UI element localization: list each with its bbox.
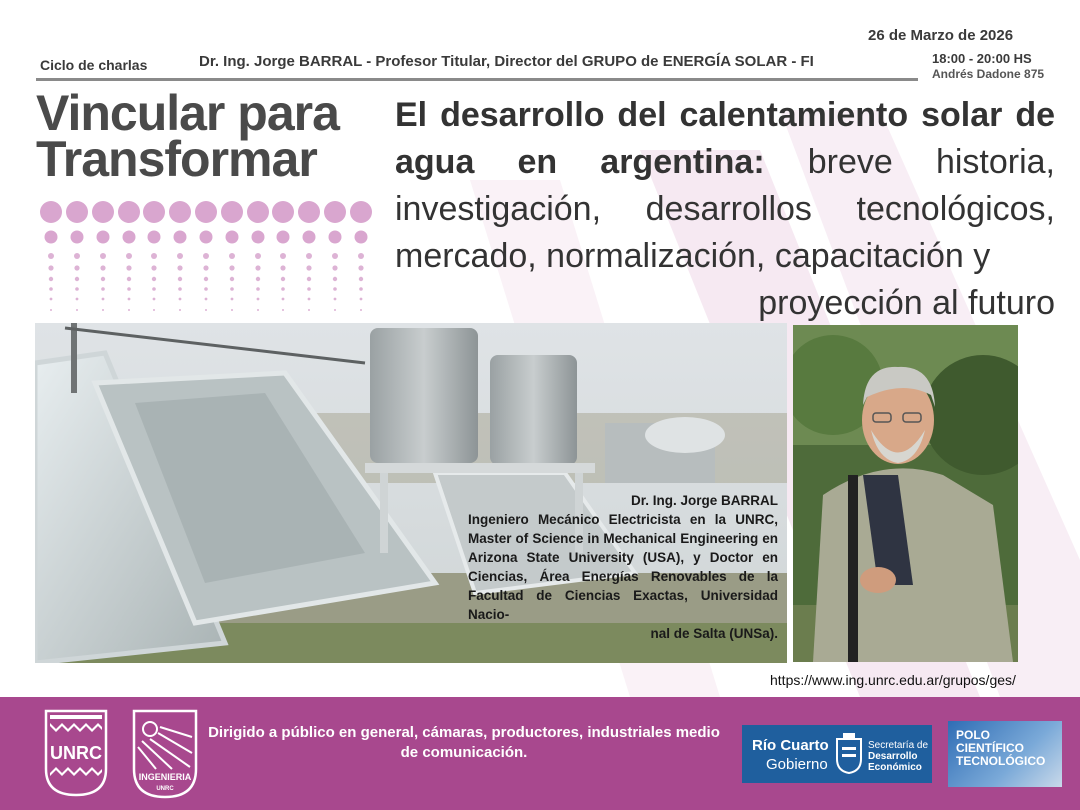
bio-body: Ingeniero Mecánico Electricista en la UNRC, Master of Science in Mechanical Engineering en Arizona State University (USA), y Doctor en Ciencias, Área Energías Renovables de la Facultad de Ciencias Exactas, Universidad Nacio- [468, 512, 778, 622]
ingenieria-logo [132, 709, 198, 799]
talk-title [395, 92, 1055, 327]
talk-title-bold: El desarrollo del calentamiento solar de agua en argentina: [395, 96, 1055, 181]
footer-bar [0, 697, 1080, 810]
brand-line-1: Vincular para [36, 85, 339, 141]
unrc-logo-text: UNRC [50, 743, 102, 763]
dot-pattern [40, 200, 380, 320]
ingenieria-logo-text: INGENIERIA [138, 772, 192, 782]
bio-end: nal de Salta (UNSa). [650, 626, 778, 641]
event-place: Andrés Dadone 875 [932, 67, 1045, 81]
audience-text: Dirigido a público en general, cámaras, productores, industriales medio de comunicación. [208, 724, 720, 761]
event-time: 18:00 - 20:00 HS [932, 51, 1032, 66]
secretaria-line-1: Secretaría de [868, 740, 929, 751]
polo-cientifico-logo [948, 721, 1062, 787]
polo-line-1: POLO [956, 728, 991, 742]
polo-line-3: TECNOLÓGICO [956, 754, 1046, 768]
speaker-line: Dr. Ing. Jorge BARRAL - Profesor Titular, Director del GRUPO de ENERGÍA SOLAR - FI [199, 53, 814, 70]
secretaria-text [868, 740, 928, 773]
ingenieria-logo-sub: UNRC [156, 786, 174, 792]
rio-cuarto-title: Río Cuarto [752, 737, 829, 754]
header-divider [36, 78, 918, 81]
talk-title-last-line: proyección al futuro [758, 284, 1055, 322]
speaker-bio [468, 491, 778, 643]
bio-name: Dr. Ing. Jorge BARRAL [630, 493, 778, 508]
rio-cuarto-logo [742, 725, 932, 783]
unrc-logo [44, 709, 108, 797]
polo-line-2: CIENTÍFICO [956, 741, 1024, 755]
rio-cuarto-sub: Gobierno [766, 756, 828, 773]
municipal-seal-icon [834, 733, 864, 775]
group-url[interactable]: https://www.ing.unrc.edu.ar/grupos/ges/ [770, 672, 1016, 688]
secretaria-line-2: Desarrollo [868, 751, 918, 762]
secretaria-line-3: Económico [868, 762, 922, 773]
brand-title [36, 85, 339, 187]
cycle-label: Ciclo de charlas [40, 57, 148, 73]
talk-title-regular: breve historia, investigación, desarrollos tecnológicos, mercado, normalización, capacitación y [395, 143, 1055, 275]
polo-text [956, 729, 1045, 768]
speaker-portrait [793, 325, 1018, 662]
brand-line-2: Transformar [36, 131, 317, 187]
event-date: 26 de Marzo de 2026 [868, 27, 1014, 44]
